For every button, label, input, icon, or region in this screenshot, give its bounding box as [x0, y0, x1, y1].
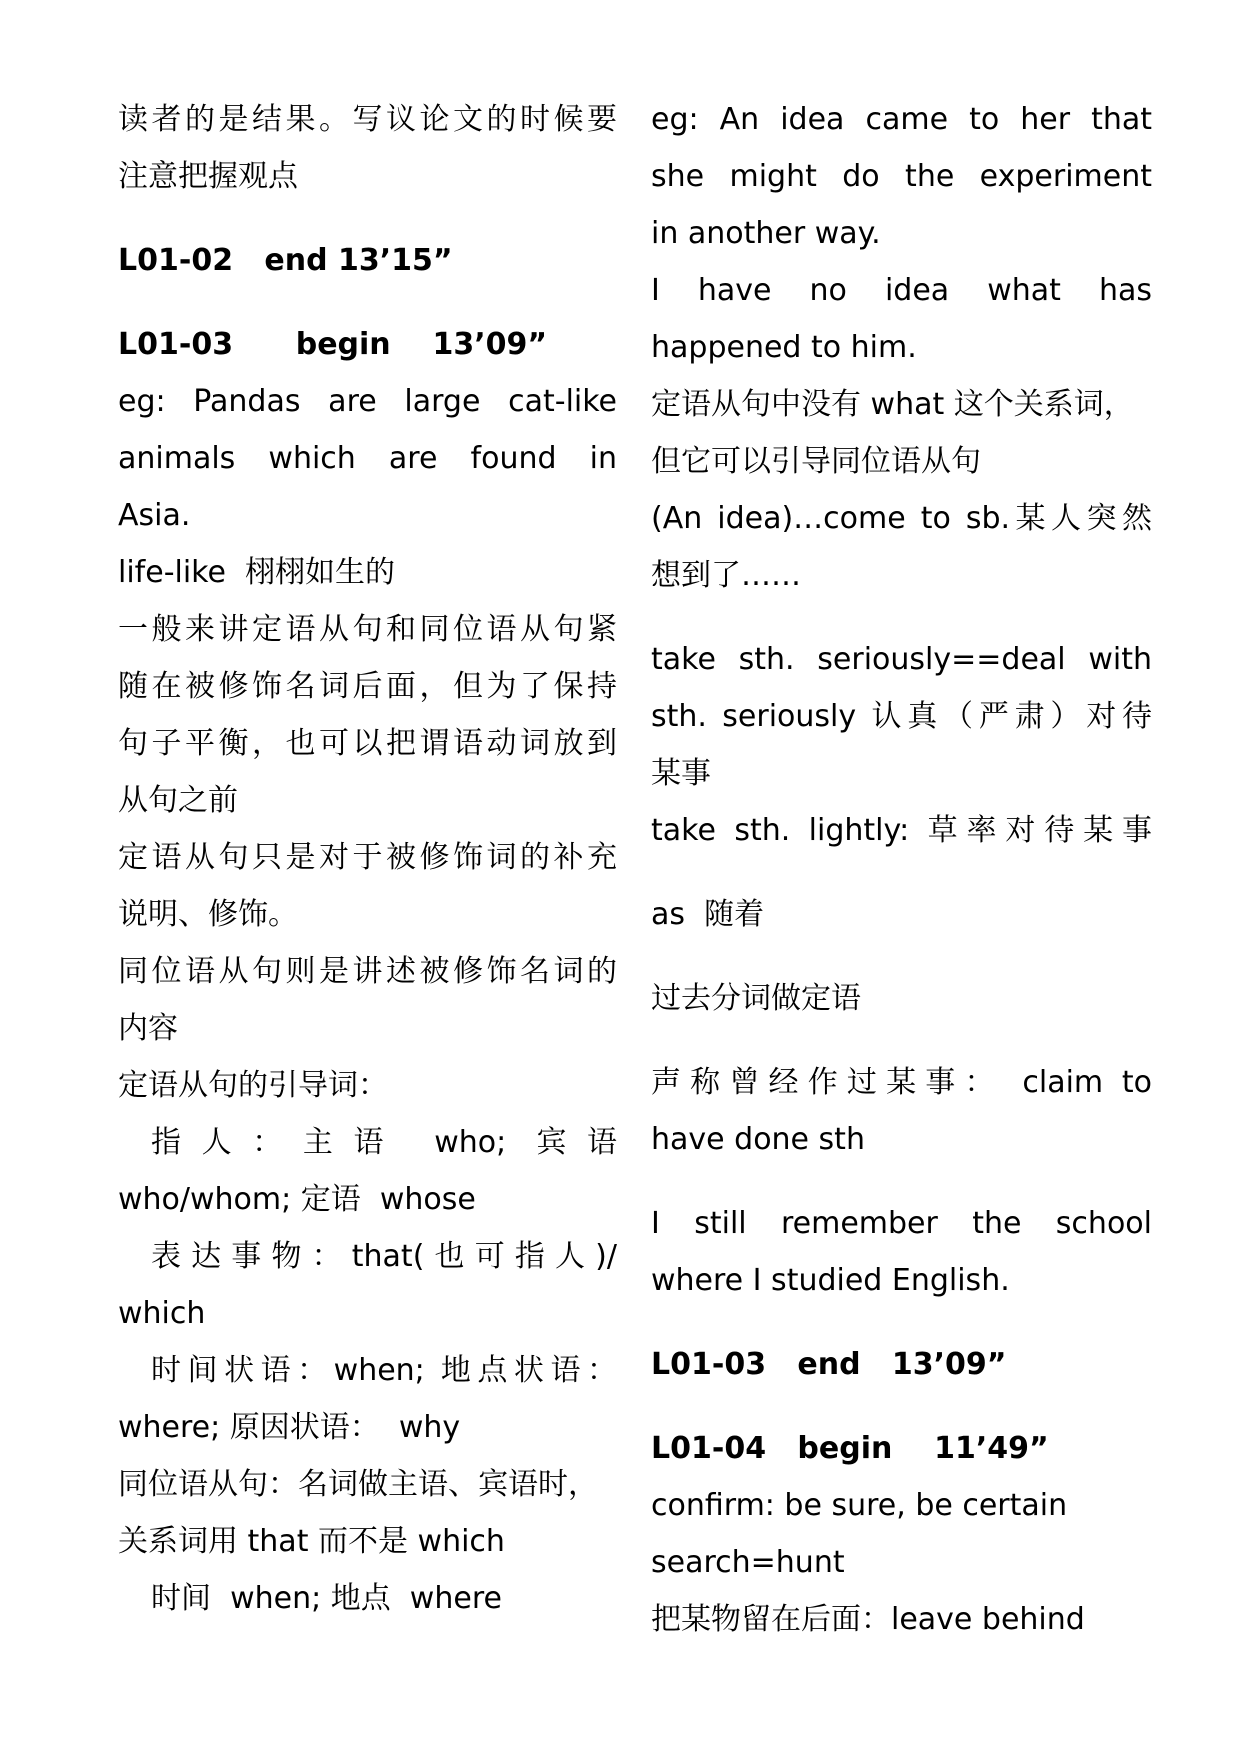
text-line: 关系词用 that 而不是 which	[118, 1524, 505, 1559]
text-line: 随在被修饰名词后面，但为了保持	[118, 669, 617, 704]
text-line: she might do the experiment	[651, 159, 1152, 194]
text-line: 句子平衡，也可以把谓语动词放到	[118, 726, 617, 761]
text-line: search=hunt	[651, 1545, 845, 1580]
text-line: sth. seriously 认真（严肃）对待	[651, 699, 1152, 734]
text-line: 定语从句的引导词：	[118, 1068, 388, 1103]
text-line: 过去分词做定语	[651, 981, 861, 1016]
text-line: Asia.	[118, 498, 191, 533]
text-line: 注意把握观点	[118, 159, 298, 194]
text-line: 读者的是结果。写议论文的时候要	[118, 102, 617, 137]
text-line: as 随着	[651, 897, 765, 932]
section-heading: L01-03 begin 13’09”	[118, 327, 548, 362]
text-line: take sth. seriously==deal with	[651, 642, 1152, 677]
text-line: 内容	[118, 1011, 178, 1046]
text-line: (An idea)…come to sb.某人突然	[651, 501, 1152, 536]
section-heading: L01-04 begin 11’49”	[651, 1431, 1049, 1466]
text-line: 定语从句中没有 what 这个关系词，	[651, 387, 1134, 422]
text-line: confirm: be sure, be certain	[651, 1488, 1068, 1523]
text-line: I have no idea what has	[651, 273, 1152, 308]
text-line: eg: An idea came to her that	[651, 102, 1152, 137]
text-line: 指人：主语 who; 宾语	[151, 1125, 617, 1160]
text-line: 表达事物：that(也可指人)/	[151, 1239, 617, 1274]
text-line: 一般来讲定语从句和同位语从句紧	[118, 612, 617, 647]
text-line: 时间状语：when; 地点状语：	[151, 1353, 617, 1388]
text-line: 声称曾经作过某事： claim to	[651, 1065, 1152, 1100]
text-line: 但它可以引导同位语从句	[651, 444, 981, 479]
text-line: in another way.	[651, 216, 881, 251]
text-line: 说明、修饰。	[118, 897, 298, 932]
text-line: 想到了……	[651, 558, 801, 593]
right-column	[651, 91, 1152, 1648]
section-heading: L01-03 end 13’09”	[651, 1347, 1007, 1382]
text-line: take sth. lightly: 草率对待某事	[651, 813, 1152, 848]
text-line: eg: Pandas are large cat-like	[118, 384, 617, 419]
text-line: animals which are found in	[118, 441, 617, 476]
text-line: I still remember the school	[651, 1206, 1152, 1241]
text-line: where I studied English.	[651, 1263, 1010, 1298]
text-line: 同位语从句则是讲述被修饰名词的	[118, 954, 617, 989]
text-line: happened to him.	[651, 330, 917, 365]
left-column	[118, 91, 617, 1627]
text-line: 从句之前	[118, 783, 238, 818]
text-line: life-like 栩栩如生的	[118, 555, 396, 590]
section-heading: L01-02 end 13’15”	[118, 243, 453, 278]
text-line: 某事	[651, 756, 711, 791]
text-line: have done sth	[651, 1122, 865, 1157]
text-line: 把某物留在后面：leave behind	[651, 1602, 1085, 1637]
text-line: 同位语从句：名词做主语、宾语时，	[118, 1467, 598, 1502]
text-line: who/whom; 定语 whose	[118, 1182, 476, 1217]
text-line: 定语从句只是对于被修饰词的补充	[118, 840, 617, 875]
text-line: where; 原因状语： why	[118, 1410, 461, 1445]
text-line: which	[118, 1296, 206, 1331]
text-line: 时间 when; 地点 where	[151, 1581, 502, 1616]
